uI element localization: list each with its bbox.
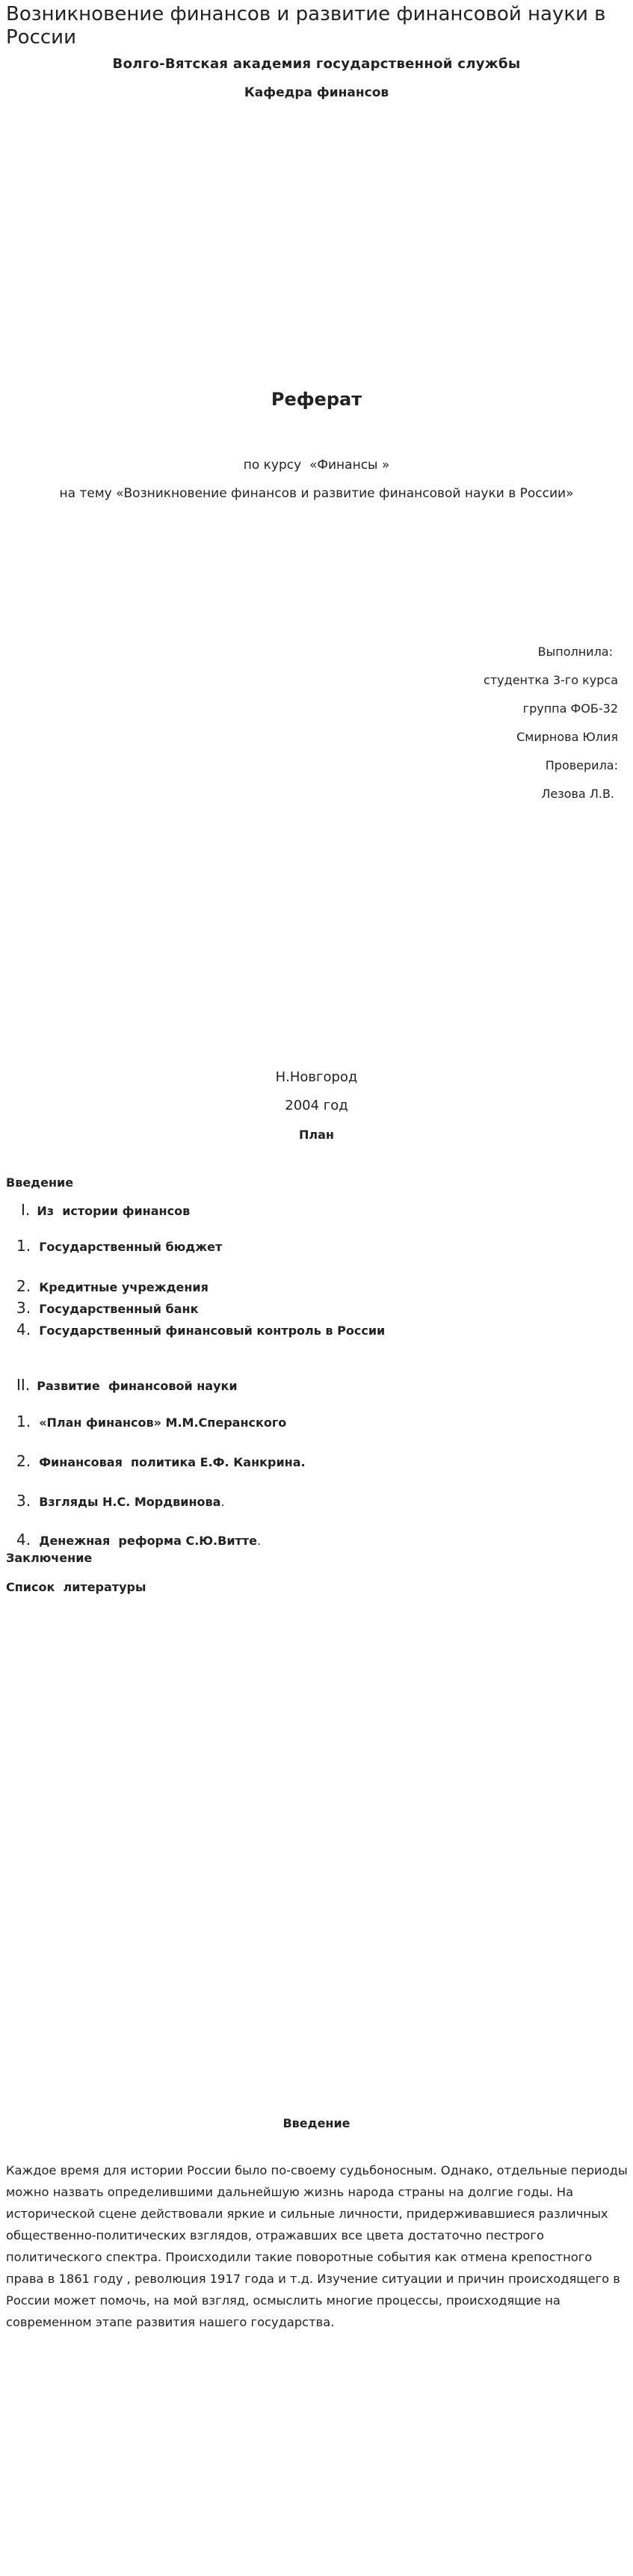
plan-item	[16, 1413, 286, 1430]
item-number: 3.	[16, 1299, 31, 1317]
work-type: Реферат	[271, 389, 362, 410]
plan-section-2	[16, 1376, 238, 1394]
section-label: Из истории финансов	[37, 1204, 191, 1218]
section-numeral: II.	[16, 1376, 31, 1394]
plan-item	[16, 1321, 385, 1338]
department-name: Кафедра финансов	[244, 85, 389, 100]
plan-item	[16, 1277, 209, 1295]
plan-item	[16, 1492, 225, 1510]
info-group: группа ФОБ-32	[522, 701, 618, 716]
introduction-heading: Введение	[282, 2116, 351, 2130]
plan-item	[16, 1237, 222, 1255]
course-line: по курсу «Финансы »	[243, 458, 390, 473]
plan-title: План	[299, 1128, 334, 1142]
year: 2004 год	[285, 1098, 348, 1113]
item-text: Государственный финансовый контроль в России	[39, 1324, 386, 1338]
item-number: 2.	[16, 1452, 31, 1470]
topic-line: на тему «Возникновение финансов и развитие финансовой науки в России»	[59, 486, 574, 501]
item-text: «План финансов» М.М.Сперанского	[39, 1415, 287, 1430]
plan-section-1	[21, 1201, 190, 1219]
info-student-name: Смирнова Юлия	[516, 730, 618, 744]
info-checked-label: Проверила:	[545, 758, 618, 772]
item-text: Государственный бюджет	[39, 1240, 223, 1254]
plan-item	[16, 1452, 306, 1470]
item-number: 1.	[16, 1413, 31, 1430]
plan-literature: Список литературы	[6, 1580, 146, 1594]
item-text: Финансовая политика Е.Ф. Канкрина.	[39, 1455, 306, 1469]
info-performed-label: Выполнила:	[537, 645, 613, 659]
item-number: 2.	[16, 1277, 31, 1295]
item-tail: .	[256, 1534, 262, 1548]
city: Н.Новгород	[275, 1069, 358, 1085]
item-text: Взгляды Н.С. Мордвинова	[39, 1495, 221, 1509]
plan-item	[16, 1299, 198, 1317]
plan-item	[16, 1531, 261, 1549]
plan-conclusion: Заключение	[6, 1551, 93, 1565]
academy-name: Волго-Вятская академия государственной службы	[112, 56, 521, 72]
item-number: 3.	[16, 1492, 31, 1510]
plan-introduction: Введение	[6, 1175, 74, 1190]
item-number: 1.	[16, 1237, 31, 1255]
item-number: 4.	[16, 1531, 31, 1549]
item-text: Денежная реформа С.Ю.Витте	[39, 1534, 257, 1548]
introduction-paragraph: Каждое время для истории России было по-своему судьбоносным. Однако, отдельные периоды можно назвать определившими дальнейшую жизнь народа страны на долгие годы. На исторической сцене действовали яркие и сильные личности, придерживавшиеся различных общественно-политических взглядов, отражавших все цвета достаточно пестрого политического спектра. Происходили такие поворотные события как отмена крепостного права в 1861 году , революция 1917 года и т.д. Изучение ситуации и причин происходящего в России может помочь, на мой взгляд, осмыслить многие процессы, происходящие на современном этапе развития нашего государства.	[6, 2163, 628, 2329]
info-student-course: студентка 3-го курса	[484, 673, 618, 687]
item-text: Кредитные учреждения	[39, 1280, 209, 1294]
section-numeral: I.	[21, 1201, 31, 1219]
item-number: 4.	[16, 1321, 31, 1338]
info-teacher-name: Лезова Л.В.	[541, 787, 614, 801]
item-tail: .	[220, 1495, 225, 1509]
section-label: Развитие финансовой науки	[37, 1379, 238, 1393]
document-title: Возникновение финансов и развитие финансовой науки в России	[6, 3, 606, 49]
item-text: Государственный банк	[39, 1302, 199, 1316]
